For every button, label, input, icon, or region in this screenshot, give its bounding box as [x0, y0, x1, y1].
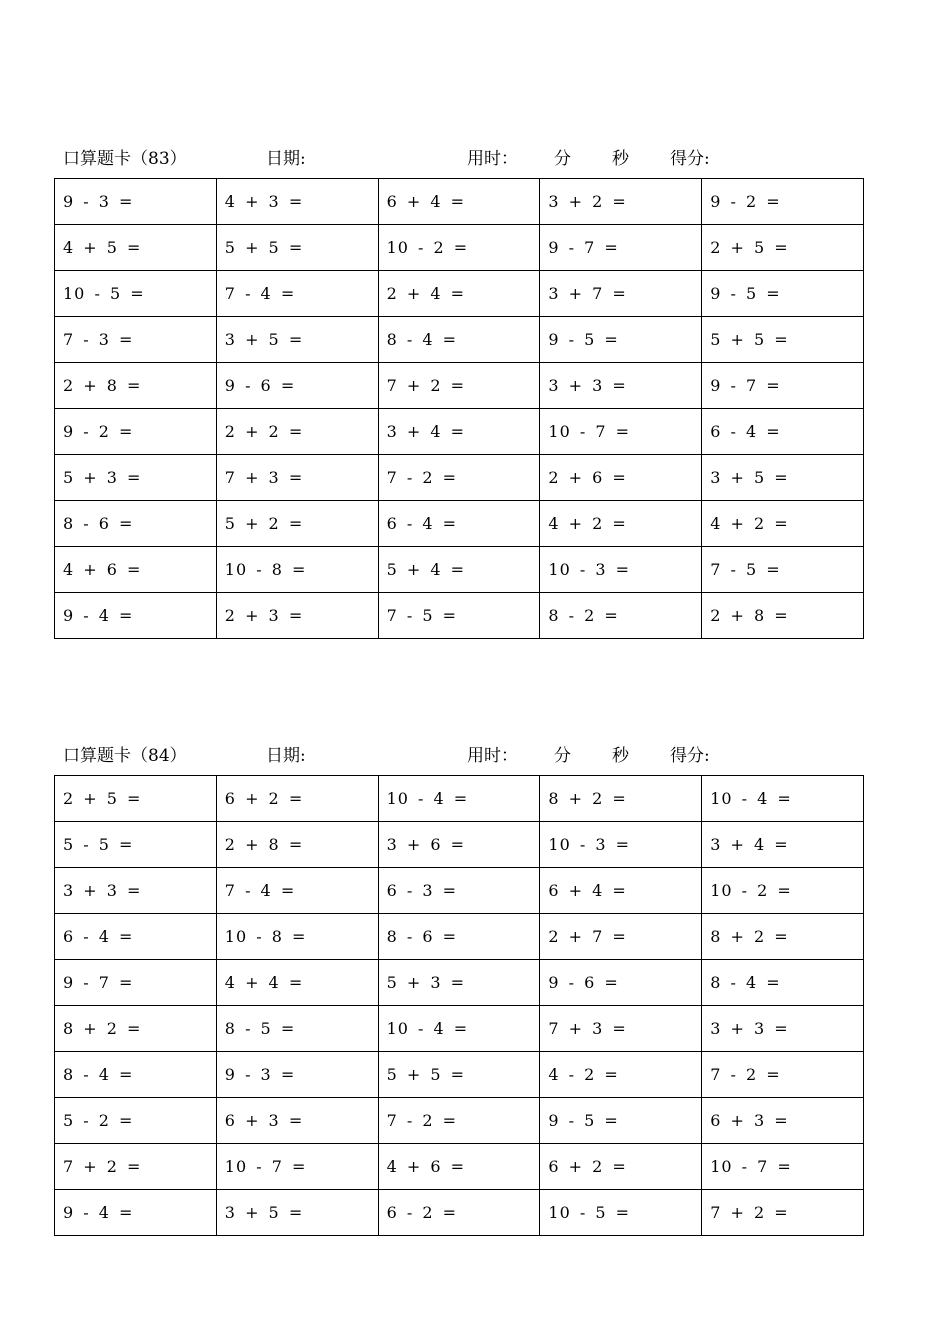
problem-cell: 9 - 5 =: [540, 317, 702, 363]
problem-table: [54, 178, 864, 639]
problem-cell: 2 + 2 =: [216, 409, 378, 455]
problem-cell: 6 + 3 =: [216, 1098, 378, 1144]
problem-cell: 9 - 5 =: [702, 271, 864, 317]
problem-cell: 2 + 6 =: [540, 455, 702, 501]
problem-cell: 6 + 2 =: [540, 1144, 702, 1190]
problem-cell: 9 - 4 =: [55, 1190, 217, 1236]
problem-cell: 2 + 8 =: [55, 363, 217, 409]
minutes-label: 分: [554, 149, 571, 169]
quiz-card: [54, 140, 864, 639]
problem-cell: 2 + 3 =: [216, 593, 378, 639]
problem-cell: 4 + 6 =: [378, 1144, 540, 1190]
problem-cell: 9 - 4 =: [55, 593, 217, 639]
problem-cell: 10 - 8 =: [216, 914, 378, 960]
problem-cell: 3 + 4 =: [378, 409, 540, 455]
seconds-label: 秒: [612, 149, 629, 169]
table-row: [55, 179, 864, 225]
problem-cell: 10 - 3 =: [540, 547, 702, 593]
problem-cell: 3 + 3 =: [55, 868, 217, 914]
table-row: [55, 1052, 864, 1098]
problem-cell: 7 - 2 =: [702, 1052, 864, 1098]
problem-cell: 7 - 5 =: [702, 547, 864, 593]
problem-cell: 2 + 7 =: [540, 914, 702, 960]
problem-cell: 8 + 2 =: [540, 776, 702, 822]
problem-cell: 4 + 4 =: [216, 960, 378, 1006]
problem-cell: 10 - 8 =: [216, 547, 378, 593]
problem-cell: 3 + 5 =: [216, 1190, 378, 1236]
problem-cell: 5 + 5 =: [216, 225, 378, 271]
problem-cell: 5 + 3 =: [55, 455, 217, 501]
problem-cell: 8 - 4 =: [702, 960, 864, 1006]
problem-cell: 7 - 3 =: [55, 317, 217, 363]
problem-cell: 8 - 4 =: [55, 1052, 217, 1098]
table-row: [55, 271, 864, 317]
table-row: [55, 960, 864, 1006]
score-label: 得分:: [670, 746, 710, 766]
problem-cell: 10 - 2 =: [702, 868, 864, 914]
problem-cell: 10 - 5 =: [540, 1190, 702, 1236]
problem-cell: 2 + 8 =: [702, 593, 864, 639]
problem-cell: 7 - 4 =: [216, 868, 378, 914]
problem-cell: 5 + 3 =: [378, 960, 540, 1006]
problem-cell: 10 - 4 =: [702, 776, 864, 822]
problem-cell: 4 + 3 =: [216, 179, 378, 225]
problem-cell: 6 - 4 =: [55, 914, 217, 960]
problem-cell: 3 + 7 =: [540, 271, 702, 317]
table-row: [55, 1098, 864, 1144]
card-header: [54, 737, 864, 775]
problem-cell: 6 - 4 =: [702, 409, 864, 455]
problem-cell: 3 + 4 =: [702, 822, 864, 868]
table-row: [55, 1006, 864, 1052]
problem-cell: 3 + 5 =: [702, 455, 864, 501]
problem-cell: 4 + 5 =: [55, 225, 217, 271]
problem-cell: 6 + 4 =: [378, 179, 540, 225]
problem-cell: 9 - 7 =: [702, 363, 864, 409]
time-label: 用时：: [467, 746, 518, 766]
card-header: [54, 140, 864, 178]
problem-cell: 3 + 5 =: [216, 317, 378, 363]
problem-cell: 3 + 6 =: [378, 822, 540, 868]
problem-cell: 5 + 4 =: [378, 547, 540, 593]
seconds-label: 秒: [612, 746, 629, 766]
table-row: [55, 593, 864, 639]
minutes-label: 分: [554, 746, 571, 766]
problem-cell: 7 + 2 =: [378, 363, 540, 409]
problem-cell: 4 + 6 =: [55, 547, 217, 593]
problem-cell: 6 - 2 =: [378, 1190, 540, 1236]
table-row: [55, 455, 864, 501]
score-label: 得分:: [670, 149, 710, 169]
problem-cell: 5 + 5 =: [702, 317, 864, 363]
date-label: 日期:: [266, 746, 306, 766]
table-row: [55, 501, 864, 547]
problem-cell: 6 + 2 =: [216, 776, 378, 822]
problem-cell: 7 - 2 =: [378, 1098, 540, 1144]
problem-cell: 6 + 3 =: [702, 1098, 864, 1144]
table-row: [55, 868, 864, 914]
problem-cell: 9 - 2 =: [55, 409, 217, 455]
time-label: 用时：: [467, 149, 518, 169]
problem-cell: 8 - 6 =: [55, 501, 217, 547]
problem-cell: 7 + 3 =: [216, 455, 378, 501]
problem-cell: 10 - 4 =: [378, 1006, 540, 1052]
table-row: [55, 1190, 864, 1236]
card-title: 口算题卡（84）: [63, 746, 187, 766]
problem-cell: 8 + 2 =: [702, 914, 864, 960]
problem-cell: 10 - 4 =: [378, 776, 540, 822]
problem-cell: 3 + 3 =: [702, 1006, 864, 1052]
problem-cell: 2 + 5 =: [55, 776, 217, 822]
problem-cell: 6 + 4 =: [540, 868, 702, 914]
problem-cell: 7 - 5 =: [378, 593, 540, 639]
problem-cell: 3 + 3 =: [540, 363, 702, 409]
problem-cell: 10 - 3 =: [540, 822, 702, 868]
table-row: [55, 363, 864, 409]
problem-cell: 9 - 5 =: [540, 1098, 702, 1144]
problem-cell: 7 + 2 =: [55, 1144, 217, 1190]
problem-cell: 10 - 7 =: [216, 1144, 378, 1190]
problem-cell: 10 - 5 =: [55, 271, 217, 317]
problem-cell: 9 - 2 =: [702, 179, 864, 225]
problem-cell: 2 + 8 =: [216, 822, 378, 868]
table-row: [55, 547, 864, 593]
problem-table: [54, 775, 864, 1236]
problem-cell: 9 - 3 =: [55, 179, 217, 225]
problem-cell: 2 + 5 =: [702, 225, 864, 271]
table-row: [55, 409, 864, 455]
problem-cell: 9 - 7 =: [540, 225, 702, 271]
problem-cell: 9 - 6 =: [216, 363, 378, 409]
problem-cell: 7 - 2 =: [378, 455, 540, 501]
problem-cell: 9 - 6 =: [540, 960, 702, 1006]
problem-cell: 7 + 3 =: [540, 1006, 702, 1052]
table-row: [55, 317, 864, 363]
problem-cell: 10 - 7 =: [540, 409, 702, 455]
problem-cell: 4 + 2 =: [540, 501, 702, 547]
problem-cell: 4 - 2 =: [540, 1052, 702, 1098]
problem-cell: 6 - 3 =: [378, 868, 540, 914]
table-row: [55, 914, 864, 960]
problem-cell: 8 - 2 =: [540, 593, 702, 639]
table-row: [55, 776, 864, 822]
problem-cell: 8 - 4 =: [378, 317, 540, 363]
date-label: 日期:: [266, 149, 306, 169]
problem-cell: 6 - 4 =: [378, 501, 540, 547]
problem-cell: 8 - 6 =: [378, 914, 540, 960]
problem-cell: 10 - 7 =: [702, 1144, 864, 1190]
problem-cell: 7 - 4 =: [216, 271, 378, 317]
table-row: [55, 1144, 864, 1190]
problem-cell: 5 - 5 =: [55, 822, 217, 868]
table-row: [55, 822, 864, 868]
problem-cell: 8 - 5 =: [216, 1006, 378, 1052]
problem-cell: 5 + 2 =: [216, 501, 378, 547]
problem-cell: 4 + 2 =: [702, 501, 864, 547]
card-title: 口算题卡（83）: [63, 149, 187, 169]
problem-cell: 9 - 3 =: [216, 1052, 378, 1098]
problem-cell: 9 - 7 =: [55, 960, 217, 1006]
problem-cell: 2 + 4 =: [378, 271, 540, 317]
problem-cell: 5 - 2 =: [55, 1098, 217, 1144]
problem-cell: 10 - 2 =: [378, 225, 540, 271]
problem-cell: 5 + 5 =: [378, 1052, 540, 1098]
quiz-card: [54, 737, 864, 1236]
problem-cell: 3 + 2 =: [540, 179, 702, 225]
table-row: [55, 225, 864, 271]
problem-cell: 7 + 2 =: [702, 1190, 864, 1236]
problem-cell: 8 + 2 =: [55, 1006, 217, 1052]
